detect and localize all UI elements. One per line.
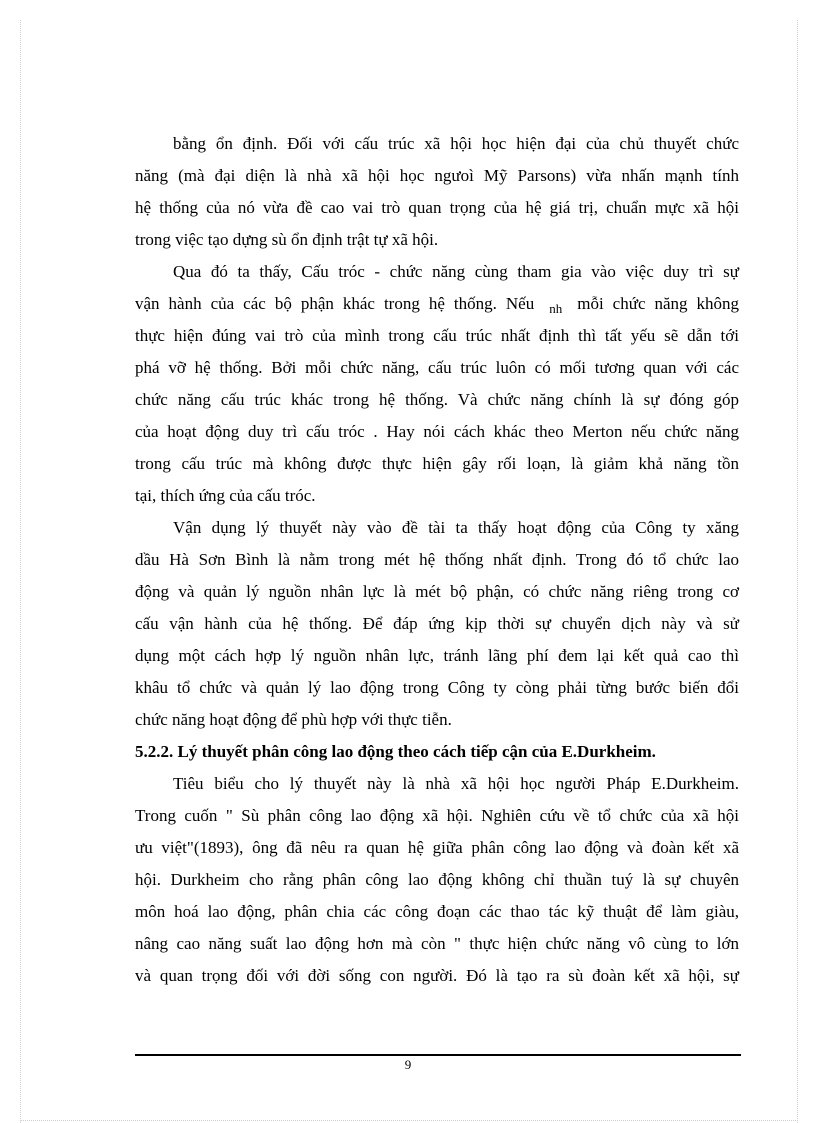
section-heading: 5.2.2. Lý thuyết phân công lao động theo cách tiếp cận của E.Durkheim. xyxy=(135,742,656,761)
page-frame-bottom xyxy=(20,1120,796,1121)
text-line: cấu vận hành của hệ thống. Để đáp ứng kịp thời sự chuyển dịch này và sử xyxy=(135,614,739,633)
text-line: chức năng cấu trúc khác trong hệ thống. Và chức năng chính là sự đóng góp xyxy=(135,390,739,409)
text-line: động và quản lý nguồn nhân lực là mét bộ phận, có chức năng riêng trong cơ xyxy=(135,582,739,601)
text-segment: vận hành của các bộ phận khác trong hệ thống. Nếu xyxy=(135,294,535,313)
paragraph-1 xyxy=(135,128,739,256)
text-line: môn hoá lao động, phân chia các công đoạn các thao tác kỹ thuật để làm giàu, xyxy=(135,902,739,921)
text-line: và quan trọng đối với đời sống con người. Đó là tạo ra sù đoàn kết xã hội, sự xyxy=(135,966,739,985)
document-body xyxy=(135,128,739,992)
text-line: khâu tổ chức và quản lý lao động trong Công ty còng phải từng bước biến đổi xyxy=(135,678,739,697)
text-line: Tiêu biểu cho lý thuyết này là nhà xã hội học người Pháp E.Durkheim. xyxy=(173,774,739,793)
paragraph-4 xyxy=(135,768,739,992)
text-line: bằng ổn định. Đối với cấu trúc xã hội học hiện đại của chủ thuyết chức xyxy=(173,134,739,153)
paragraph-3 xyxy=(135,512,739,736)
text-line: ưu việt"(1893), ông đã nêu ra quan hệ giữa phân công lao động và đoàn kết xã xyxy=(135,838,739,857)
text-line: của hoạt động duy trì cấu tróc . Hay nói cách khác theo Merton nếu chức năng xyxy=(135,422,739,441)
page-number: 9 xyxy=(404,1057,412,1072)
text-line: thực hiện đúng vai trò của mình trong cấu trúc nhất định thì tất yếu sẽ dẫn tới xyxy=(135,326,739,345)
text-line: nâng cao năng suất lao động hơn mà còn " thực hiện chức năng vô cùng to lớn xyxy=(135,934,739,953)
stray-text-fragment: nh xyxy=(549,301,563,316)
text-line: chức năng hoạt động để phù hợp với thực tiễn. xyxy=(135,710,452,729)
text-line: dầu Hà Sơn Bình là nằm trong mét hệ thống nhất định. Trong đó tổ chức lao xyxy=(135,550,739,569)
text-line: trong việc tạo dựng sù ổn định trật tự xã hội. xyxy=(135,230,439,249)
text-line: Vận dụng lý thuyết này vào đề tài ta thấy hoạt động của Công ty xăng xyxy=(173,518,739,537)
text-line: Qua đó ta thấy, Cấu tróc - chức năng cùng tham gia vào việc duy trì sự xyxy=(173,262,739,281)
text-line: tại, thích ứng của cấu tróc. xyxy=(135,486,316,505)
text-line: Trong cuốn " Sù phân công lao động xã hội. Nghiên cứu về tổ chức của xã hội xyxy=(135,806,739,825)
text-line: hội. Durkheim cho rằng phân công lao động không chỉ thuần tuý là sự chuyên xyxy=(135,870,739,889)
text-line: phá vỡ hệ thống. Bởi mỗi chức năng, cấu trúc luôn có mối tương quan với các xyxy=(135,358,739,377)
text-segment: mỗi chức năng không xyxy=(577,294,740,313)
text-line: trong cấu trúc mà không được thực hiện gây rối loạn, là giảm khả năng tồn xyxy=(135,454,739,473)
text-line: năng (mà đại diện là nhà xã hội học ngưoì Mỹ Parsons) vừa nhấn mạnh tính xyxy=(135,166,739,185)
text-line xyxy=(135,288,739,320)
text-line: dụng một cách hợp lý nguồn nhân lực, tránh lãng phí đem lại kết quả cao thì xyxy=(135,646,739,665)
text-line: hệ thống của nó vừa đề cao vai trò quan trọng của hệ giá trị, chuẩn mực xã hội xyxy=(135,198,739,217)
paragraph-2 xyxy=(135,256,739,512)
